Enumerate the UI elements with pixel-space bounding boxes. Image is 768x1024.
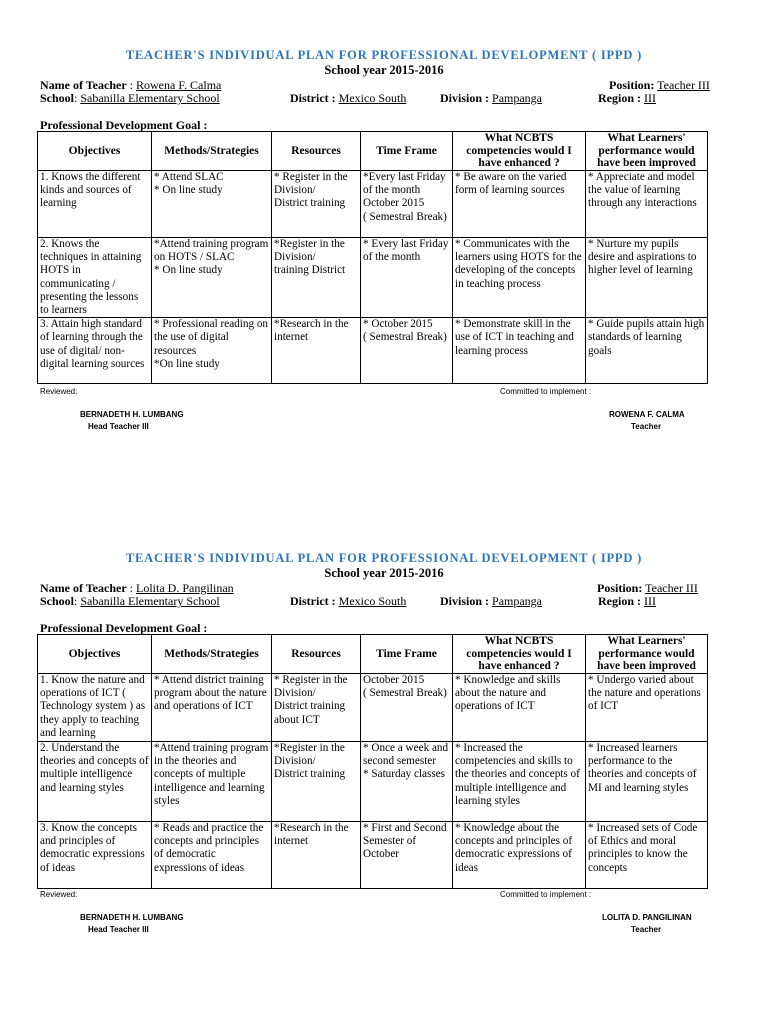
cell-methods: *Attend training program in the theories and concepts of multiple intelligence and learning styles bbox=[152, 742, 272, 822]
cell-resources: *Register in the Division/ District training bbox=[272, 742, 361, 822]
teacher-name-label: Name of Teacher bbox=[40, 78, 127, 92]
table-row bbox=[38, 742, 708, 822]
position-label: Position: bbox=[597, 581, 643, 595]
table-header-row bbox=[38, 132, 708, 171]
cell-objective: 1. Knows the different kinds and sources of learning bbox=[38, 171, 152, 238]
teacher-name-label: Name of Teacher bbox=[40, 581, 127, 595]
reviewer-title: Head Teacher III bbox=[88, 422, 149, 431]
school-year: School year 2015-2016 bbox=[324, 63, 444, 77]
cell-time-frame: October 2015 ( Semestral Break) bbox=[361, 674, 453, 742]
header-objectives: Objectives bbox=[38, 132, 152, 171]
cell-competencies: * Increased the competencies and skills to the theories and concepts of multiple intelligence and learning styles bbox=[453, 742, 586, 822]
teacher-signatory-title: Teacher bbox=[631, 422, 662, 431]
table-row bbox=[38, 171, 708, 238]
header-resources: Resources bbox=[272, 132, 361, 171]
cell-competencies: * Knowledge about the concepts and principles of democratic expressions of ideas bbox=[453, 822, 586, 889]
teacher-signatory-title: Teacher bbox=[631, 925, 662, 934]
table-row bbox=[38, 674, 708, 742]
plan-title: TEACHER'S INDIVIDUAL PLAN FOR PROFESSIONAL DEVELOPMENT ( IPPD ) bbox=[125, 48, 643, 62]
cell-time-frame: *Every last Friday of the month October 2015 ( Semestral Break) bbox=[361, 171, 453, 238]
cell-methods: * Professional reading on the use of digital resources *On line study bbox=[152, 318, 272, 384]
division-label: Division : bbox=[440, 91, 490, 105]
reviewed-label: Reviewed: bbox=[40, 890, 78, 899]
district-line bbox=[290, 91, 406, 106]
cell-learners-performance: * Undergo varied about the nature and operations of ICT bbox=[586, 674, 708, 742]
reviewer-name: BERNADETH H. LUMBANG bbox=[80, 410, 184, 419]
committed-label: Committed to implement : bbox=[500, 890, 592, 899]
district-value: Mexico South bbox=[338, 594, 407, 608]
position-label: Position: bbox=[609, 78, 655, 92]
cell-resources: *Research in the internet bbox=[272, 318, 361, 384]
region-line bbox=[598, 594, 656, 609]
header-competencies: What NCBTS competencies would I have enhanced ? bbox=[453, 635, 586, 674]
division-value: Pampanga bbox=[492, 91, 543, 105]
cell-time-frame: * Once a week and second semester * Saturday classes bbox=[361, 742, 453, 822]
cell-methods: * Attend district training program about the nature and operations of ICT bbox=[152, 674, 272, 742]
cell-resources: * Register in the Division/ District training bbox=[272, 171, 361, 238]
cell-objective: 1. Know the nature and operations of ICT ( Technology system ) as they apply to teaching and learning bbox=[38, 674, 152, 742]
cell-competencies: * Be aware on the varied form of learning sources bbox=[453, 171, 586, 238]
header-learners-performance: What Learners' performance would have been improved bbox=[586, 635, 708, 674]
cell-objective: 2. Understand the theories and concepts of multiple intelligence and learning styles bbox=[38, 742, 152, 822]
school-value: Sabanilla Elementary School bbox=[80, 594, 220, 608]
region-label: Region : bbox=[598, 594, 641, 608]
region-value: III bbox=[644, 594, 656, 608]
position-value: Teacher III bbox=[657, 78, 710, 92]
reviewer-title: Head Teacher III bbox=[88, 925, 149, 934]
header-learners-performance: What Learners' performance would have been improved bbox=[586, 132, 708, 171]
header-methods: Methods/Strategies bbox=[152, 132, 272, 171]
cell-resources: *Register in the Division/ training District bbox=[272, 238, 361, 318]
school-line: School: Sabanilla Elementary School bbox=[40, 91, 220, 105]
cell-competencies: * Knowledge and skills about the nature and operations of ICT bbox=[453, 674, 586, 742]
teacher-name-line: Name of Teacher : Rowena F. Calma bbox=[40, 78, 222, 92]
cell-time-frame: * Every last Friday of the month bbox=[361, 238, 453, 318]
table-row bbox=[38, 822, 708, 889]
cell-learners-performance: * Increased sets of Code of Ethics and moral principles to know the concepts bbox=[586, 822, 708, 889]
cell-learners-performance: * Nurture my pupils desire and aspirations to higher level of learning bbox=[586, 238, 708, 318]
division-label: Division : bbox=[440, 594, 490, 608]
school-year: School year 2015-2016 bbox=[324, 566, 444, 580]
cell-learners-performance: * Guide pupils attain high standards of learning goals bbox=[586, 318, 708, 384]
division-line bbox=[440, 594, 542, 609]
region-label: Region : bbox=[598, 91, 641, 105]
cell-time-frame: * October 2015 ( Semestral Break) bbox=[361, 318, 453, 384]
teacher-name-value: Rowena F. Calma bbox=[136, 78, 222, 92]
school-label: School bbox=[40, 594, 75, 608]
region-value: III bbox=[644, 91, 656, 105]
cell-competencies: * Demonstrate skill in the use of ICT in teaching and learning process bbox=[453, 318, 586, 384]
cell-objective: 3. Know the concepts and principles of democratic expressions of ideas bbox=[38, 822, 152, 889]
ippd-plan-2 bbox=[0, 543, 768, 993]
ippd-plan-1 bbox=[0, 40, 768, 490]
district-value: Mexico South bbox=[338, 91, 407, 105]
cell-learners-performance: * Increased learners performance to the theories and concepts of MI and learning styles bbox=[586, 742, 708, 822]
district-line bbox=[290, 594, 406, 609]
cell-time-frame: * First and Second Semester of October bbox=[361, 822, 453, 889]
teacher-signatory-name: ROWENA F. CALMA bbox=[609, 410, 685, 419]
school-line: School: Sabanilla Elementary School bbox=[40, 594, 220, 608]
goal-label: Professional Development Goal : bbox=[40, 118, 208, 132]
district-label: District : bbox=[290, 594, 336, 608]
school-label: School bbox=[40, 91, 75, 105]
header-methods: Methods/Strategies bbox=[152, 635, 272, 674]
header-objectives: Objectives bbox=[38, 635, 152, 674]
committed-label: Committed to implement : bbox=[500, 387, 592, 396]
ippd-table bbox=[37, 131, 708, 384]
reviewed-label: Reviewed: bbox=[40, 387, 78, 396]
teacher-name-value: Lolita D. Pangilinan bbox=[136, 581, 234, 595]
cell-objective: 3. Attain high standard of learning through the use of digital/ non-digital learning sources bbox=[38, 318, 152, 384]
teacher-name-line: Name of Teacher : Lolita D. Pangilinan bbox=[40, 581, 234, 595]
cell-competencies: * Communicates with the learners using HOTS for the developing of the concepts in teaching process bbox=[453, 238, 586, 318]
cell-resources: * Register in the Division/ District training about ICT bbox=[272, 674, 361, 742]
school-value: Sabanilla Elementary School bbox=[80, 91, 220, 105]
table-row bbox=[38, 318, 708, 384]
header-competencies: What NCBTS competencies would I have enhanced ? bbox=[453, 132, 586, 171]
cell-objective: 2. Knows the techniques in attaining HOTS in communicating / presenting the lessons to learners bbox=[38, 238, 152, 318]
cell-methods: * Reads and practice the concepts and principles of democratic expressions of ideas bbox=[152, 822, 272, 889]
reviewer-name: BERNADETH H. LUMBANG bbox=[80, 913, 184, 922]
position-value: Teacher III bbox=[645, 581, 698, 595]
division-value: Pampanga bbox=[492, 594, 543, 608]
table-row bbox=[38, 238, 708, 318]
teacher-signatory-name: LOLITA D. PANGILINAN bbox=[602, 913, 692, 922]
header-resources: Resources bbox=[272, 635, 361, 674]
cell-learners-performance: * Appreciate and model the value of learning through any interactions bbox=[586, 171, 708, 238]
ippd-table bbox=[37, 634, 708, 889]
region-line bbox=[598, 91, 656, 106]
goal-label: Professional Development Goal : bbox=[40, 621, 208, 635]
header-time-frame: Time Frame bbox=[361, 132, 453, 171]
cell-resources: *Research in the internet bbox=[272, 822, 361, 889]
cell-methods: *Attend training program on HOTS / SLAC * On line study bbox=[152, 238, 272, 318]
division-line bbox=[440, 91, 542, 106]
plan-title: TEACHER'S INDIVIDUAL PLAN FOR PROFESSIONAL DEVELOPMENT ( IPPD ) bbox=[125, 551, 643, 565]
district-label: District : bbox=[290, 91, 336, 105]
table-header-row bbox=[38, 635, 708, 674]
header-time-frame: Time Frame bbox=[361, 635, 453, 674]
cell-methods: * Attend SLAC * On line study bbox=[152, 171, 272, 238]
